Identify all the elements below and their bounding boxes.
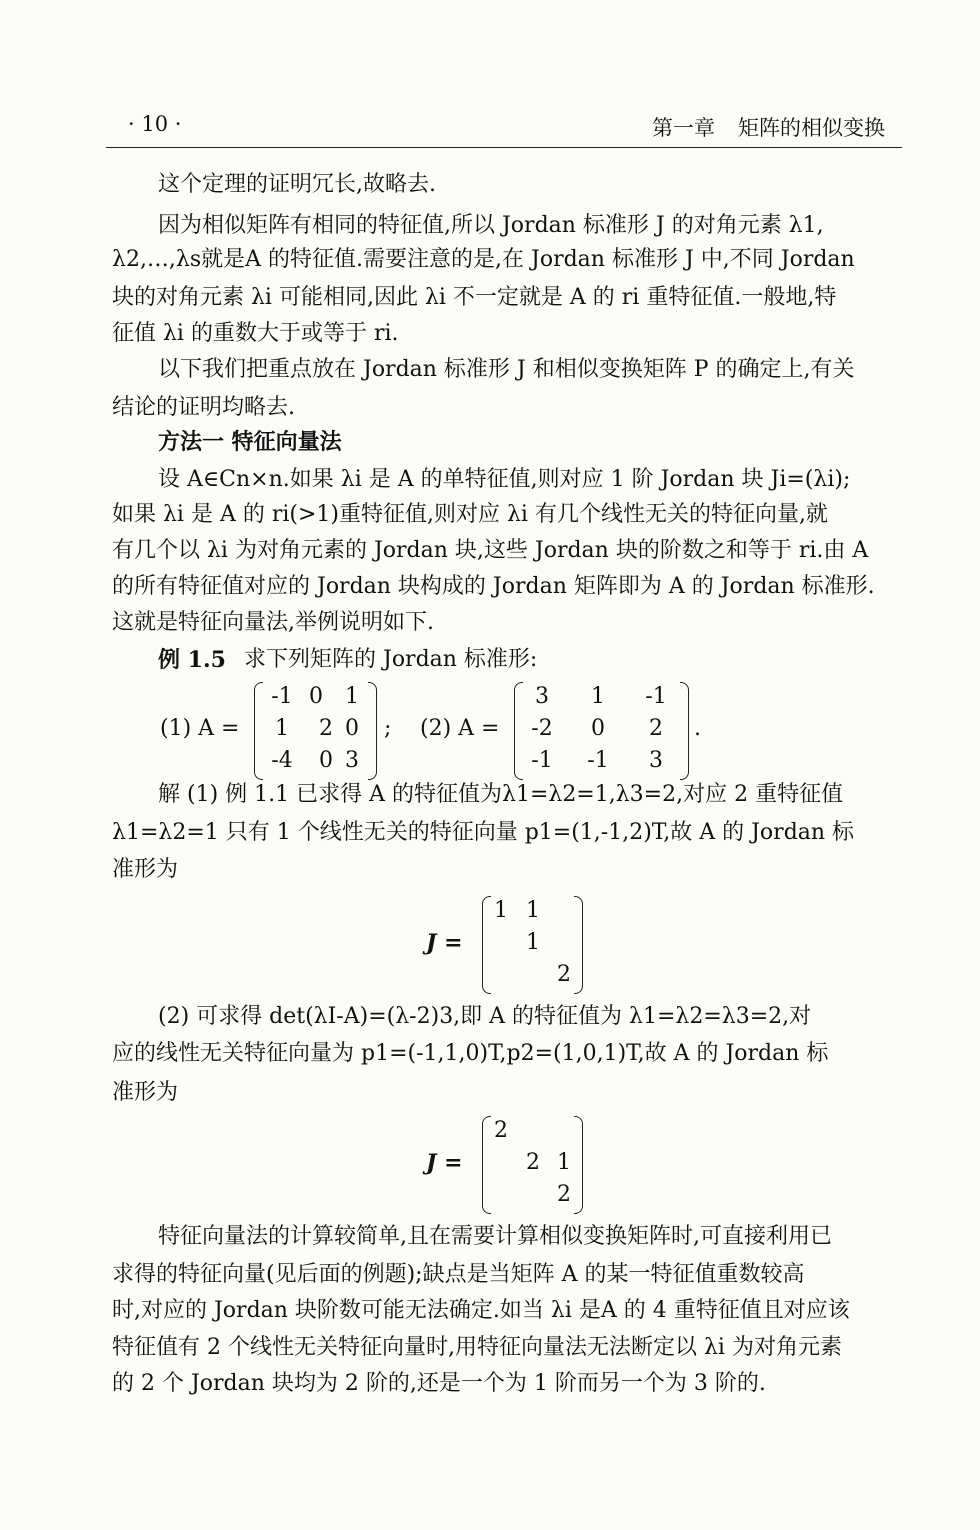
text-line: λ1=λ2=1 只有 1 个线性无关的特征向量 p1=(1,-1,2)T,故 A 的 Jordan 标 — [112, 820, 855, 845]
text-line: 准形为 — [112, 1080, 179, 1105]
matrix-cell: 2 — [649, 716, 663, 741]
matrix-cell: 2 — [557, 1182, 571, 1207]
text-line: 以下我们把重点放在 Jordan 标准形 J 和相似变换矩阵 P 的确定上,有关 — [158, 357, 855, 382]
text-line: 如果 λi 是 A 的 ri(>1)重特征值,则对应 λi 有几个线性无关的特征向量,就 — [112, 502, 828, 527]
matrix-cell: 0 — [309, 684, 323, 709]
header-rule — [106, 147, 902, 148]
matrix-cell: 1 — [494, 898, 508, 923]
text-line: 因为相似矩阵有相同的特征值,所以 Jordan 标准形 J 的对角元素 λ1, — [158, 213, 824, 238]
matrix-cell: 2 — [526, 1150, 540, 1175]
text-line: 的 2 个 Jordan 块均为 2 阶的,还是一个为 1 阶而另一个为 3 阶的. — [112, 1371, 766, 1396]
matrix-cell: 0 — [345, 716, 359, 741]
matrix-cell: 1 — [557, 1150, 571, 1175]
example-text: 求下列矩阵的 Jordan 标准形: — [244, 647, 538, 672]
matrix-1-label: (1) A = — [160, 716, 240, 741]
matrix-2 — [522, 682, 680, 778]
matrix-cell: -1 — [271, 684, 293, 709]
matrix-end: . — [694, 716, 701, 741]
matrix-cell: 3 — [649, 748, 663, 773]
text-line: 块的对角元素 λi 可能相同,因此 λi 不一定就是 A 的 ri 重特征值.一般地,特 — [112, 285, 837, 310]
matrix-cell: 2 — [494, 1118, 508, 1143]
text-line: 的所有特征值对应的 Jordan 块构成的 Jordan 矩阵即为 A 的 Jordan 标准形. — [112, 574, 875, 599]
text-line: 设 A∈Cn×n.如果 λi 是 A 的单特征值,则对应 1 阶 Jordan 块 Ji=(λi); — [158, 467, 851, 492]
text-line: 征值 λi 的重数大于或等于 ri. — [112, 321, 399, 346]
matrix-cell: 0 — [591, 716, 605, 741]
matrix-cell: -4 — [271, 748, 293, 773]
jordan-2-label: J = — [426, 1150, 463, 1176]
matrix-cell: 1 — [275, 716, 289, 741]
matrix-2-label: (2) A = — [420, 716, 500, 741]
section-title: 方法一 特征向量法 — [158, 430, 342, 455]
matrix-cell: 2 — [557, 962, 571, 987]
text-line: 这就是特征向量法,举例说明如下. — [112, 610, 434, 635]
matrix-cell: 0 — [319, 748, 333, 773]
page-number: · 10 · — [128, 112, 182, 136]
jordan-1-matrix — [490, 896, 574, 992]
jordan-2-matrix — [490, 1116, 574, 1212]
text-line: 有几个以 λi 为对角元素的 Jordan 块,这些 Jordan 块的阶数之和等于 ri.由 A — [112, 538, 869, 563]
matrix-cell: 1 — [591, 684, 605, 709]
matrix-cell: 2 — [319, 716, 333, 741]
matrix-cell: -1 — [587, 748, 609, 773]
text-line: 结论的证明均略去. — [112, 395, 295, 420]
matrix-separator: ; — [384, 716, 392, 741]
text-line: 特征值有 2 个线性无关特征向量时,用特征向量法无法断定以 λi 为对角元素 — [112, 1335, 842, 1360]
chapter-label: 第一章 — [652, 116, 715, 140]
matrix-cell: -1 — [531, 748, 553, 773]
matrix-cell: 1 — [526, 930, 540, 955]
text-line: (2) 可求得 det(λI-A)=(λ-2)3,即 A 的特征值为 λ1=λ2=λ3=2,对 — [158, 1004, 812, 1029]
matrix-1 — [262, 682, 368, 778]
matrix-cell: -2 — [531, 716, 553, 741]
text-line: 解 (1) 例 1.1 已求得 A 的特征值为λ1=λ2=1,λ3=2,对应 2 重特征值 — [158, 782, 844, 807]
chapter-title: 矩阵的相似变换 — [738, 116, 885, 140]
matrix-cell: -1 — [645, 684, 667, 709]
matrix-cell: 1 — [526, 898, 540, 923]
example-label: 例 1.5 — [158, 647, 226, 673]
matrix-1-right-bracket — [368, 682, 377, 780]
matrix-cell: 3 — [345, 748, 359, 773]
text-line: 时,对应的 Jordan 块阶数可能无法确定.如当 λi 是A 的 4 重特征值且对应该 — [112, 1298, 850, 1323]
text-line: 特征向量法的计算较简单,且在需要计算相似变换矩阵时,可直接利用已 — [158, 1224, 832, 1249]
text-line: 应的线性无关特征向量为 p1=(-1,1,0)T,p2=(1,0,1)T,故 A 的 Jordan 标 — [112, 1041, 829, 1066]
matrix-cell: 1 — [345, 684, 359, 709]
matrix-2-right-bracket — [680, 682, 689, 780]
text-line: 准形为 — [112, 857, 179, 882]
text-line: 求得的特征向量(见后面的例题);缺点是当矩阵 A 的某一特征值重数较高 — [112, 1262, 805, 1287]
text-line: 这个定理的证明冗长,故略去. — [158, 172, 436, 197]
text-line: λ2,…,λs就是A 的特征值.需要注意的是,在 Jordan 标准形 J 中,不同 Jordan — [112, 247, 855, 272]
matrix-cell: 3 — [535, 684, 549, 709]
jordan-1-label: J = — [426, 930, 463, 956]
